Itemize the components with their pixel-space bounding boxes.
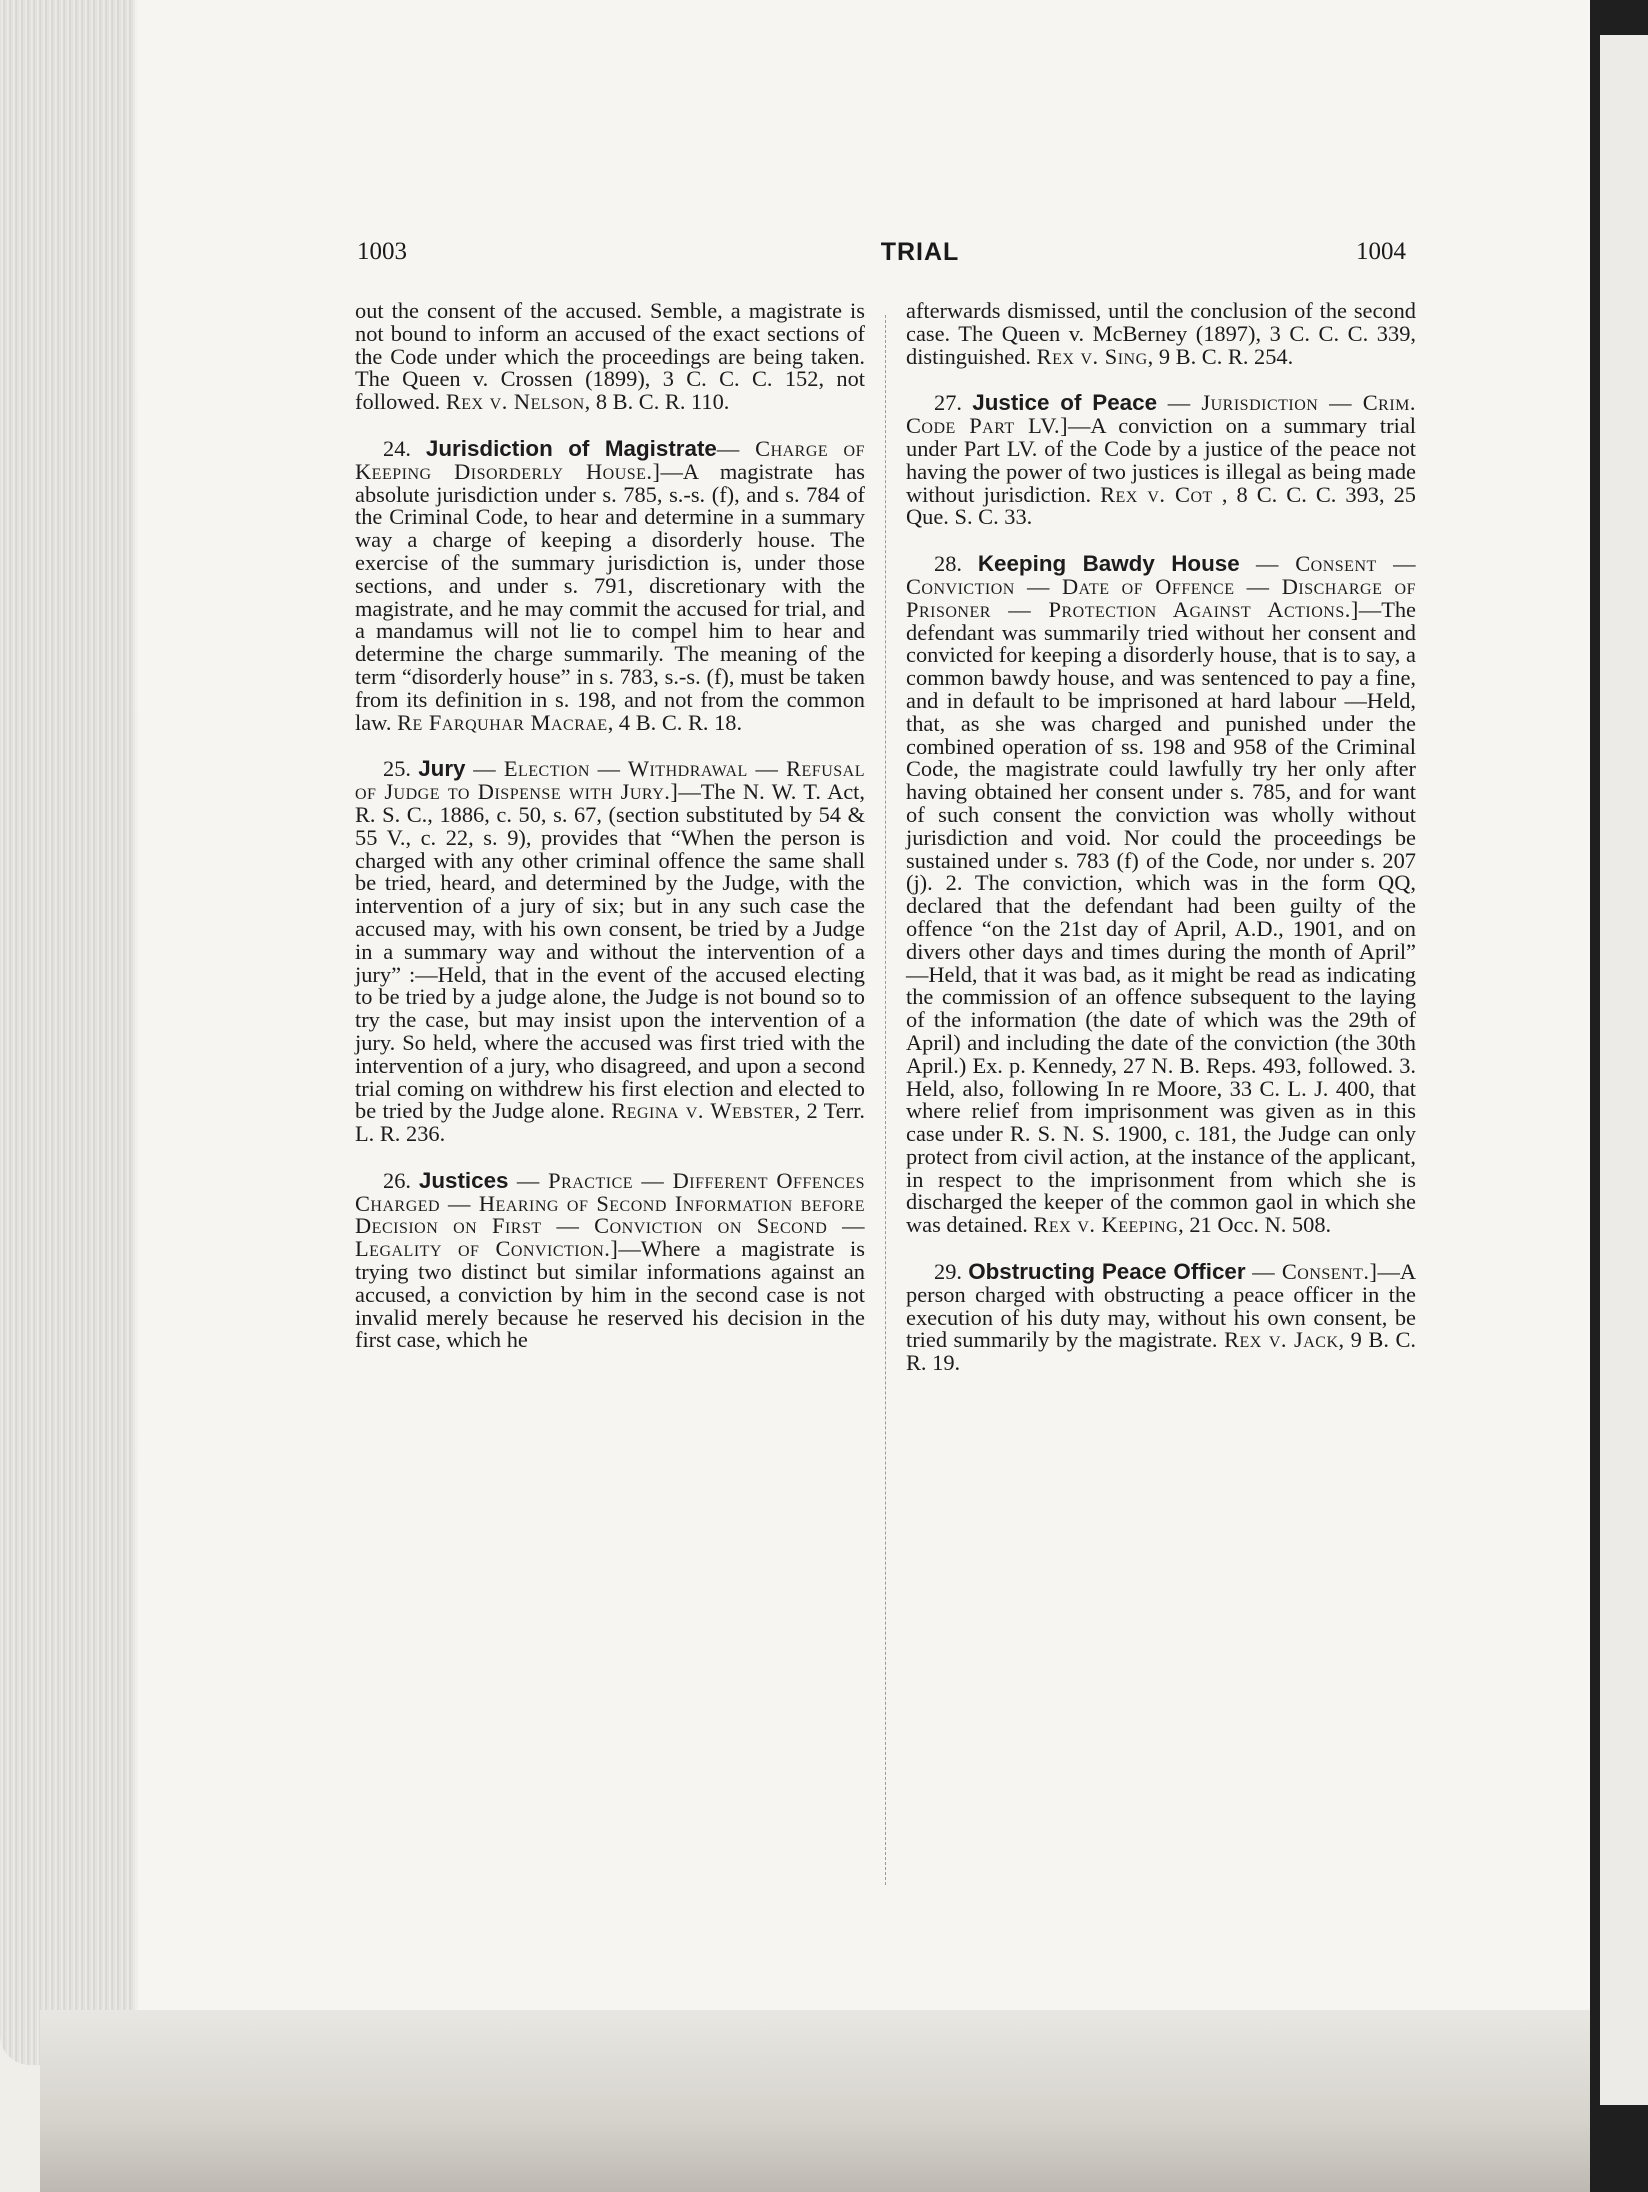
- entry-heading: Jury: [418, 756, 466, 782]
- entry-heading: Justice of Peace: [972, 390, 1158, 416]
- citation-reference: , 9 B. C. R. 19.: [906, 1327, 1416, 1376]
- entry-body: —A person charged with obstructing a peace officer in the execution of his duty may, without his own consent, be tried summarily by the magistrate.: [906, 1259, 1417, 1353]
- entry-29: [906, 1261, 1416, 1375]
- entry-26: [355, 1167, 865, 1353]
- case-citation: Rex v. Nelson: [445, 389, 585, 415]
- citation-reference: , 4 B. C. R. 18.: [607, 709, 743, 735]
- column-divider: [885, 315, 887, 1885]
- entry-body: —Where a magistrate is trying two distinct but similar informations against an accused, a conviction by him in the second case is not invalid merely because he reserved his decision in the first case, which he: [355, 1236, 865, 1353]
- entry-subheading: — Practice — Different Offences Charged — Hearing of Second Information before Decision on First — Conviction on Second — Legality of Conviction.]: [355, 1167, 865, 1262]
- citation-reference: , 21 Occ. N. 508.: [1178, 1212, 1332, 1238]
- entry-number: 28.: [934, 551, 962, 577]
- entry-subheading: — Consent.]: [1245, 1259, 1378, 1285]
- entry-heading: Obstructing Peace Officer: [968, 1259, 1246, 1285]
- entry-subheading: — Charge of Keeping Disorderly House.]: [355, 435, 865, 484]
- case-citation: Rex v. Jack: [1224, 1327, 1339, 1353]
- case-citation: Rex v. Sing: [1036, 343, 1148, 369]
- entry-heading: Jurisdiction of Magistrate: [425, 435, 717, 461]
- entry-28: [906, 553, 1416, 1237]
- citation-reference: , 9 B. C. R. 254.: [1147, 343, 1294, 369]
- entry-24: [355, 435, 866, 735]
- citation-reference: , 2 Terr. L. R. 236.: [355, 1098, 865, 1147]
- page-edges-left: [0, 0, 135, 2065]
- entry-body: —The N. W. T. Act, R. S. C., 1886, c. 50, s. 67, (section substituted by 54 & 55 V., c. 22, s. 9), provides that “When the person is charged with any other criminal offence the same shall be tried, heard, and determined by the Judge, with the intervention of a jury of six; but in any such case the accused may, with his own consent, be tried by a Judge in a summary way and without the intervention of a jury” :—Held, that in the event of the accused electing to be tried by a judge alone, the Judge is not bound so to try the case, but may insist upon the intervention of a jury. So held, where the accused was first tried with the intervention of a jury, who disagreed, and upon a second trial coming on withdrew his first election and elected to be tried by the Judge alone.: [355, 779, 865, 1124]
- entry-number: 26.: [383, 1167, 411, 1193]
- entry-heading: Justices: [418, 1167, 509, 1193]
- entry-number: 25.: [383, 756, 411, 782]
- case-citation: Regina v. Webster: [611, 1098, 795, 1124]
- right-column: [906, 300, 1416, 1375]
- entry-number: 24.: [383, 435, 411, 461]
- entry-body: afterwards dismissed, until the conclusion of the second case. The Queen v. McBerney (1897), 3 C. C. C. 339, distinguished.: [906, 298, 1416, 369]
- citation-reference: , 8 C. C. C. 393, 25 Que. S. C. 33.: [906, 481, 1416, 530]
- entry-body: —The defendant was summarily tried without her consent and convicted for keeping a disorderly house, that is to say, a common bawdy house, and was sentenced to pay a fine, and in default to be imprisoned at hard labour —Held, that, as she was charged and punished under the combined operation of ss. 198 and 958 of the Criminal Code, the magistrate could lawfully try her only after having obtained her consent under s. 785, and for want of such consent the conviction was wholly without jurisdiction and void. Nor could the proceedings be sustained under s. 783 (f) of the Code, nor under s. 207 (j). 2. The conviction, which was in the form QQ, declared that the defendant had been guilty of the offence “on the 21st day of April, A.D., 1901, and on divers other days and times during the month of April” —Held, that it was bad, as it might be read as indicating the commission of an offence subsequent to the laying of the information (the date of which was the 29th of April) and including the date of the conviction (the 30th April.) Ex. p. Kennedy, 27 N. B. Reps. 493, followed. 3. Held, also, following In re Moore, 33 C. L. J. 400, that where relief from imprisonment was given as in this case under R. S. N. S. 1900, c. 181, the Judge can only protect from civil action, at the instance of the applicant, in respect to the imprisonment from which she is discharged the keeper of the common gaol in which she was detained.: [906, 596, 1416, 1238]
- entry-subheading: — Consent — Conviction — Date of Offence — Discharge of Prisoner — Protection Against Actions.]: [906, 551, 1417, 622]
- case-citation: Rex v. Cot: [1100, 481, 1213, 507]
- entry-body: —A magistrate has absolute jurisdiction under s. 785, s.-s. (f), and s. 784 of the Criminal Code, to hear and determine in a summary way a charge of keeping a disorderly house. The exercise of the summary jurisdiction is, under those sections, and under s. 791, discretionary with the magistrate, and he may commit the accused for trial, and a mandamus will not lie to compel him to hear and determine the charge summarily. The meaning of the term “disorderly house” in s. 783, s.-s. (f), must be taken from its definition in s. 198, and not from the common law.: [355, 458, 866, 735]
- entry-subheading: — Election — Withdrawal — Refusal of Judge to Dispense with Jury.]: [355, 756, 865, 805]
- case-citation: Rex v. Keeping: [1033, 1212, 1179, 1238]
- entry-subheading: — Jurisdiction — Crim. Code Part LV.]: [906, 390, 1416, 439]
- continued-entry: [906, 300, 1416, 368]
- left-column: [355, 300, 865, 1352]
- running-title: TRIAL: [880, 238, 960, 266]
- page-number-left: 1003: [357, 238, 407, 265]
- page-number-right: 1004: [1356, 238, 1406, 265]
- facing-page-edge: [1600, 35, 1648, 2105]
- entry-27: [906, 392, 1416, 529]
- citation-reference: , 8 B. C. R. 110.: [584, 389, 730, 415]
- case-citation: Re Farquhar Macrae: [397, 709, 608, 735]
- entry-body: out the consent of the accused. Semble, a magistrate is not bound to inform an accused of the exact sections of the Code under which the proceedings are being taken. The Queen v. Crossen (1899), 3 C. C. C. 152, not followed.: [355, 298, 865, 415]
- entry-heading: Keeping Bawdy House: [977, 551, 1240, 577]
- entry-body: —A conviction on a summary trial under Part LV. of the Code by a justice of the peace not having the power of two justices is illegal as being made without jurisdiction.: [906, 413, 1416, 507]
- page-edges-bottom: [40, 2010, 1600, 2192]
- entry-number: 27.: [934, 390, 962, 416]
- entry-number: 29.: [934, 1259, 962, 1285]
- entry-25: [355, 758, 865, 1146]
- continued-entry: [355, 300, 865, 414]
